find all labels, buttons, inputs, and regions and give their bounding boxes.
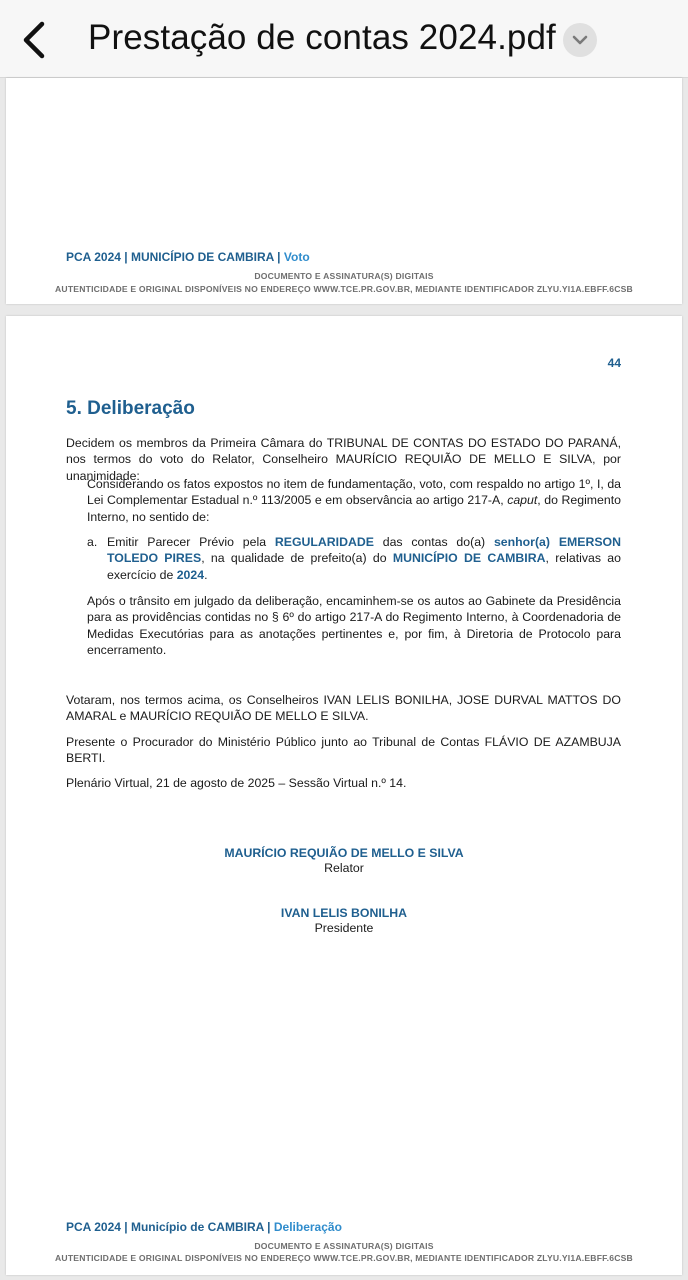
footer-section: Deliberação — [273, 1220, 342, 1234]
footer-pca: PCA 2024 — [66, 250, 121, 264]
paragraph-considering — [87, 476, 621, 525]
back-button[interactable] — [14, 16, 54, 64]
chevron-down-icon — [572, 35, 588, 45]
text-run: , na qualidade de prefeito(a) do — [201, 551, 393, 566]
paragraph-prosecutor: Presente o Procurador do Ministério Público junto ao Tribunal de Contas FLÁVIO DE AZAMBUJA BERTI. — [66, 735, 621, 766]
doc-signature-note: DOCUMENTO E ASSINATURA(S) DIGITAIS — [254, 1241, 434, 1251]
signature-name: IVAN LELIS BONILHA — [280, 906, 408, 920]
text-run: das contas do(a) — [373, 535, 494, 549]
text-run-italic: caput — [507, 493, 538, 508]
highlight-mayor-name: senhor(a) EMERSON TOLEDO PIRES — [107, 535, 621, 566]
signature-role: Relator — [324, 861, 364, 875]
doc-authenticity-note: AUTENTICIDADE E ORIGINAL DISPONÍVEIS NO ENDEREÇO WWW.TCE.PR.GOV.BR, MEDIANTE IDENTIFICADOR ZLYU.YI1A.EBFF.6CSB — [55, 1253, 633, 1263]
text-run: , do Regimento Interno, no sentido de: — [87, 493, 621, 524]
footer-municipio: MUNICÍPIO DE CAMBIRA — [130, 250, 274, 264]
paragraph-decision: Decidem os membros da Primeira Câmara do TRIBUNAL DE CONTAS DO ESTADO DO PARANÁ, nos termos do voto do Relator, Conselheiro MAURÍCIO REQUIÃO DE MELLO E SILVA, por unanimidade: — [66, 436, 621, 483]
signature-role: Presidente — [314, 921, 374, 935]
highlight-municipio: MUNICÍPIO DE CAMBIRA — [392, 551, 546, 566]
pdf-page-previous — [6, 78, 682, 304]
text-run: Emitir Parecer Prévio pela — [107, 535, 275, 549]
paragraph-voters: Votaram, nos termos acima, os Conselheiros IVAN LELIS BONILHA, JOSE DURVAL MATTOS DO AMARAL e MAURÍCIO REQUIÃO DE MELLO E SILVA. — [66, 693, 621, 724]
footer-separator: | — [120, 250, 131, 264]
section-title: 5. Deliberação — [66, 398, 195, 419]
signature-name: MAURÍCIO REQUIÃO DE MELLO E SILVA — [224, 846, 464, 860]
footer-municipio: Município de CAMBIRA — [130, 1220, 264, 1234]
title-menu-button[interactable] — [563, 23, 597, 57]
footer-pca: PCA 2024 — [66, 1220, 121, 1234]
doc-authenticity-note: AUTENTICIDADE E ORIGINAL DISPONÍVEIS NO ENDEREÇO WWW.TCE.PR.GOV.BR, MEDIANTE IDENTIFICADOR ZLYU.YI1A.EBFF.6CSB — [55, 284, 633, 294]
text-run: Considerando os fatos expostos no item de fundamentação, voto, com respaldo no artigo 1º, I, da Lei Complementar Estadual n.º 113/2005 e em observância ao artigo 217-A, — [87, 477, 621, 508]
doc-signature-note: DOCUMENTO E ASSINATURA(S) DIGITAIS — [254, 271, 434, 281]
signature-presidente — [6, 906, 682, 935]
chevron-left-icon — [20, 20, 48, 60]
text-run: . — [204, 567, 208, 582]
footer-separator: | — [273, 250, 284, 264]
list-marker: a. — [87, 535, 98, 549]
footer-separator: | — [263, 1220, 274, 1234]
text-run: , relativas ao exercício de — [107, 551, 621, 582]
page-number: 44 — [607, 356, 621, 370]
page-footer — [66, 1220, 342, 1234]
highlight-year: 2024 — [176, 567, 205, 582]
paragraph-session: Plenário Virtual, 21 de agosto de 2025 – Sessão Virtual n.º 14. — [66, 776, 407, 790]
paragraph-after-judgment: Após o trânsito em julgado da deliberação, encaminhem-se os autos ao Gabinete da Presidência para as providências contidas no § 6º do artigo 217-A do Regimento Interno, à Coordenadoria de Medidas Executórias para as anotações pertinentes e, por fim, à Diretoria de Protocolo para encerramento. — [87, 594, 621, 658]
list-item — [107, 534, 621, 583]
footer-section: Voto — [283, 250, 310, 264]
document-title: Prestação de contas 2024.pdf — [88, 18, 556, 57]
footer-separator: | — [120, 1220, 131, 1234]
signature-relator — [6, 846, 682, 875]
top-bar — [0, 0, 688, 78]
page-footer — [66, 250, 310, 264]
pdf-page-current — [6, 316, 682, 1275]
highlight-regularidade: REGULARIDADE — [274, 535, 374, 549]
